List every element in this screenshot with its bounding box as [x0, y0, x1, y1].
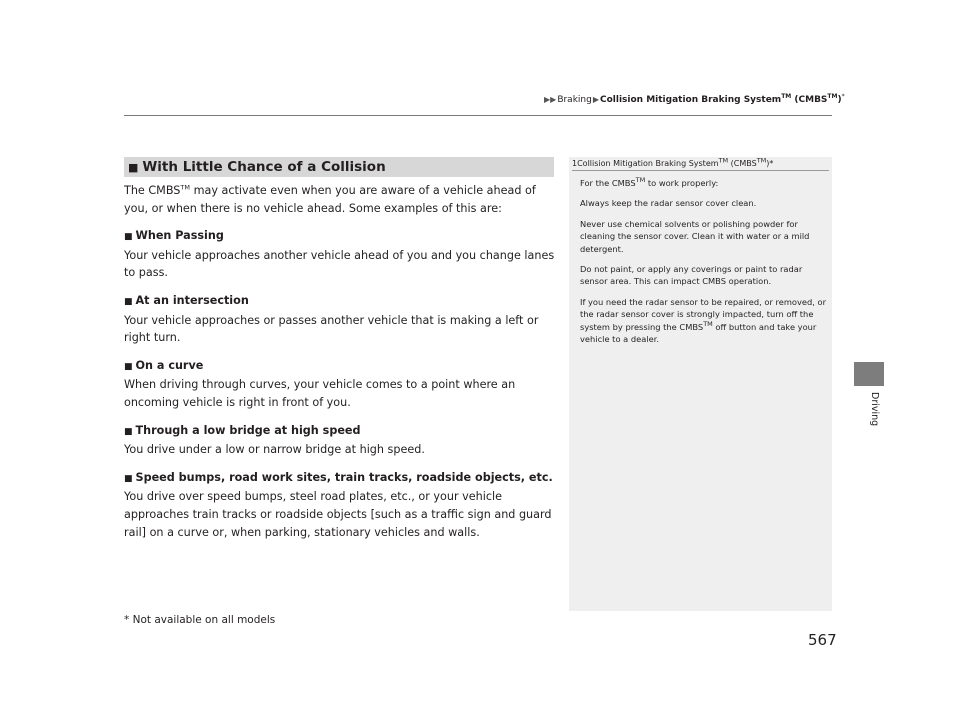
- arrow-right-icon: ▶▶: [544, 95, 557, 104]
- page-number: 567: [808, 631, 837, 649]
- chapter-label: Driving: [869, 392, 880, 427]
- item-heading: ■ When Passing: [124, 229, 224, 243]
- note-paragraph: For the CMBS™ to work properly:: [580, 176, 719, 188]
- main-content: [124, 182, 556, 541]
- breadcrumb-cmbs[interactable]: Collision Mitigation Braking System™ (CMBS™): [600, 93, 842, 105]
- note-paragraph: Do not paint, or apply any coverings or paint to radar sensor area. This can impact CMBS operation.: [580, 264, 803, 287]
- intro-paragraph: The CMBS™ may activate even when you are aware of a vehicle ahead of you, or when there is no vehicle ahead. Some examples of this are:: [124, 183, 536, 215]
- item-heading: ■ Through a low bridge at high speed: [124, 423, 361, 437]
- asterisk: *: [841, 93, 845, 100]
- breadcrumb-braking[interactable]: Braking: [557, 95, 592, 105]
- item-heading: ■ Speed bumps, road work sites, train tracks, roadside objects, etc.: [124, 470, 553, 484]
- square-bullet-icon: ■: [124, 473, 133, 484]
- square-bullet-icon: ■: [128, 161, 139, 174]
- note-body: [580, 177, 828, 353]
- note-paragraph: If you need the radar sensor to be repaired, or removed, or the radar sensor cover is strongly impacted, turn off the system by pressing the CMBS™ off button and take your vehicle to a dealer.: [580, 296, 827, 345]
- section-title: With Little Chance of a Collision: [142, 159, 386, 175]
- item-text: You drive over speed bumps, steel road plates, etc., or your vehicle approaches train tracks or roadside objects [such as a traffic sign and guard rail] on a curve or, when parking, stationary vehicles and walls.: [124, 490, 552, 539]
- item-heading: ■ On a curve: [124, 358, 204, 372]
- item-text: You drive under a low or narrow bridge at high speed.: [124, 443, 425, 457]
- chapter-tab: [854, 362, 884, 386]
- reference-icon: 1: [572, 159, 578, 168]
- header-divider: [124, 115, 832, 116]
- note-paragraph: Never use chemical solvents or polishing powder for cleaning the sensor cover. Clean it with water or a mild detergent.: [580, 218, 810, 254]
- square-bullet-icon: ■: [124, 296, 133, 307]
- side-note: [569, 157, 832, 611]
- section-heading: [124, 157, 554, 177]
- breadcrumb: [543, 95, 845, 105]
- item-text: Your vehicle approaches or passes another vehicle that is making a left or right turn.: [124, 313, 539, 345]
- item-text: When driving through curves, your vehicle comes to a point where an oncoming vehicle is right in front of you.: [124, 378, 516, 409]
- item-heading: ■ At an intersection: [124, 293, 249, 307]
- arrow-right-icon: ▶: [592, 95, 599, 104]
- note-paragraph: Always keep the radar sensor cover clean.: [580, 198, 757, 209]
- footnote: * Not available on all models: [124, 614, 276, 626]
- square-bullet-icon: ■: [124, 361, 133, 372]
- note-title: 1Collision Mitigation Braking System™ (CMBS™)*: [572, 159, 829, 171]
- item-text: Your vehicle approaches another vehicle ahead of you and you change lanes to pass.: [124, 248, 555, 280]
- square-bullet-icon: ■: [124, 426, 133, 437]
- square-bullet-icon: ■: [124, 232, 133, 243]
